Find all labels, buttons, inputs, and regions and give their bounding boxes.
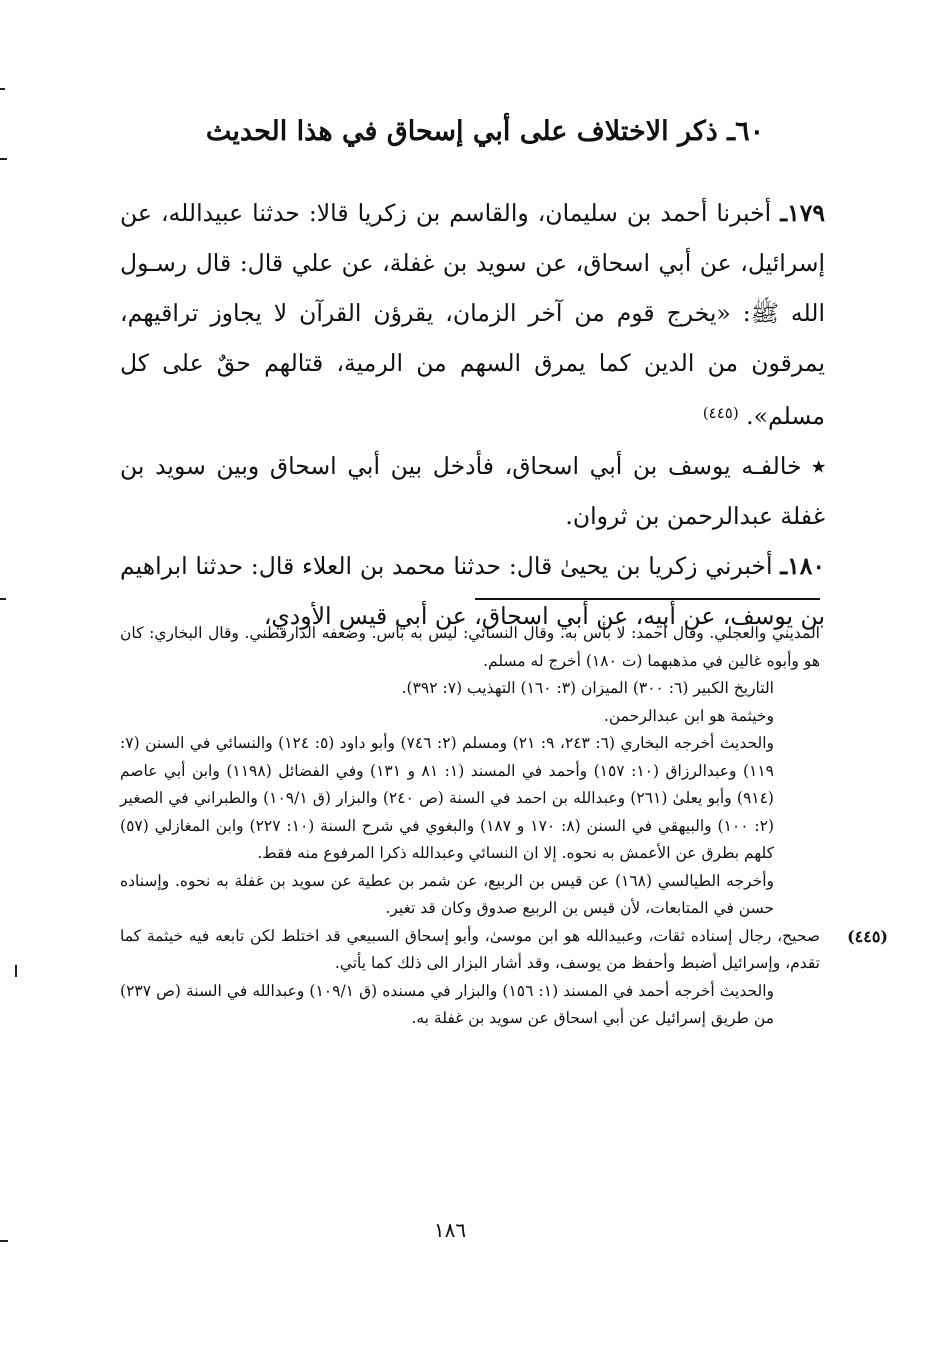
scan-mark — [0, 88, 5, 90]
hadith-179 — [120, 188, 825, 441]
main-text — [120, 188, 825, 641]
footnote-number: (٤٤٥) — [847, 926, 888, 946]
footnote-text: صحيح، رجال إسناده ثقات، وعبيدالله هو ابن موسىٰ، وأبو إسحاق السبيعي قد اختلط لكن تابعه فيه خيثمة كما تقدم، وإسرائيل أضبط وأحفظ من يوسف، وقد أشار البزار الى ذلك كما يأتي. — [120, 926, 820, 972]
footnote-paragraph: والحديث أخرجه أحمد في المسند (١: ١٥٦) والبزار في مسنده (ق ١٠٩/١) وعبدالله في السنة (ص ٢٣٧) من طريق إسرائيل عن أبي اسحاق عن سويد بن غفلة به. — [120, 981, 774, 1027]
chapter-heading: ٦٠ـ ذكر الاختلاف على أبي إسحاق في هذا الحديث — [205, 116, 765, 147]
footnote-divider — [475, 598, 820, 600]
footnote-reference: (٤٤٥) — [702, 404, 739, 422]
scan-mark — [0, 1240, 8, 1242]
note-text: خالفـه يوسف بن أبي اسحاق، فأدخل بين أبي اسحاق وبين سويد بن غفلة عبدالرحمن بن ثروان. — [120, 452, 825, 530]
scan-mark — [15, 965, 17, 977]
hadith-number: ١٧٩ـ — [780, 199, 825, 227]
footnote-paragraph: المديني والعجلي. وقال أحمد: لا بأس به. وقال النسائي: ليس به بأس. وضعفه الدارقطني. وقال البخاري: كان هو وأبوه غالين في مذهبهما (ت ١٨٠) أخرج له مسلم. — [120, 624, 820, 670]
hadith-number: ١٨٠ـ — [780, 552, 825, 580]
hadith-text: أخبرنا أحمد بن سليمان، والقاسم بن زكريا قالا: حدثنا عبيدالله، عن إسرائيل، عن أبي اسحاق، عن سويد بن غفلة، عن علي قال: قال رسـول الله ﷺ: «يخرج قوم من آخر الزمان، يقرؤن القرآن لا يجاوز تراقيهم، يمرقون من الدين كما يمرق السهم من الرمية، قتالهم حقٌ على كل مسلم». — [120, 199, 825, 430]
star-marker: ٭ — [812, 452, 825, 480]
footnote-paragraph: وأخرجه الطيالسي (١٦٨) عن قيس بن الربيع، عن شمر بن عطية عن سويد بن غفلة به نحوه. وإسناده حسن في المتابعات، لأن قيس بن الربيع صدوق وكان قد تغير. — [120, 871, 774, 917]
scan-mark — [0, 598, 6, 600]
page-number: ١٨٦ — [433, 1218, 467, 1242]
scan-mark — [0, 158, 7, 160]
footnote-paragraph: والحديث أخرجه البخاري (٦: ٢٤٣، ٩: ٢١) ومسلم (٢: ٧٤٦) وأبو داود (٥: ١٢٤) والنسائي في السنن (٧: ١١٩) وعبدالرزاق (١٠: ١٥٧) وأحمد في المسند (١: ٨١ و ١٣١) وفي الفضائل (١١٩٨) وابن أبي عاصم (٩١٤) وأبو يعلىٰ (٢٦١) وعبدالله بن احمد في السنة (ص ٢٤٠) والبزار (ق ١٠٩/١) والطبراني في الصغير (٢: ١٠٠) والبيهقي في السنن (٨: ١٧٠ و ١٨٧) والبغوي في شرح السنة (١٠: ٢٢٧) وابن المغازلي (٥٧) كلهم بطرق عن الأعمش به نحوه. إلا ان النسائي وعبدالله ذكرا المرفوع منه فقط. — [120, 734, 775, 862]
footnote-paragraph: التاريخ الكبير (٦: ٣٠٠) الميزان (٣: ١٦٠) التهذيب (٧: ٣٩٢). — [401, 679, 774, 697]
hadith-text: أخبرني زكريا بن يحيىٰ قال: حدثنا محمد بن العلاء قال: حدثنا ابراهيم بن يوسف، عن أبيه، عن أبي اسحاق، عن أبي قيس الأودي، — [120, 552, 825, 630]
footnote-paragraph: وخيثمة هو ابن عبدالرحمن. — [604, 706, 774, 725]
footnote-445 — [120, 923, 888, 978]
commentary-note — [120, 441, 825, 541]
footnotes — [120, 620, 888, 1033]
